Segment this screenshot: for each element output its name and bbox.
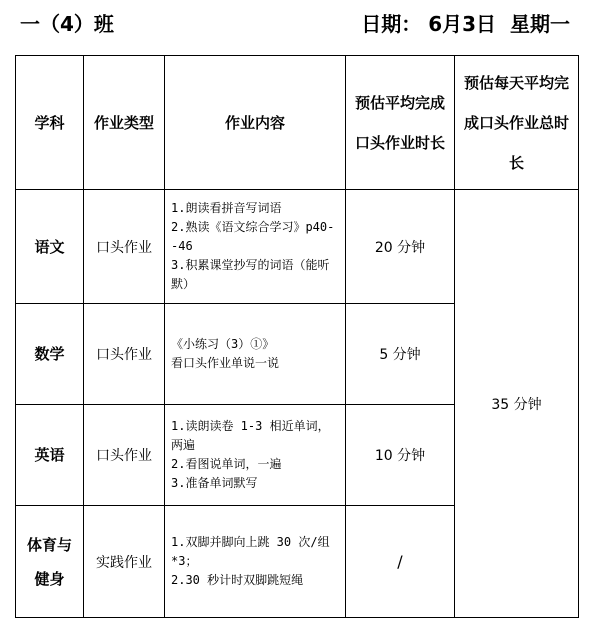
subject-cell: 体育与健身 <box>16 506 84 618</box>
homework-table <box>15 55 579 618</box>
date-line: 日期： 6月3日 星期一 <box>361 12 570 36</box>
header-row <box>16 56 579 190</box>
content-cell <box>165 190 346 304</box>
class-title: 一（4）班 <box>20 12 114 36</box>
time-cell: 20 分钟 <box>346 190 455 304</box>
header-type: 作业类型 <box>84 56 165 190</box>
content-line: 3.积累课堂抄写的词语（能听默） <box>171 258 330 291</box>
content-line: 1.朗读看拼音写词语 <box>171 201 282 215</box>
content-line: 《小练习（3）①》 <box>171 337 275 351</box>
page-header <box>20 8 575 38</box>
content-cell <box>165 304 346 405</box>
time-cell: / <box>346 506 455 618</box>
content-line: 2.看图说单词，一遍 <box>171 457 282 471</box>
content-line: 2.熟读《语文综合学习》p40--46 <box>171 220 335 253</box>
header-content: 作业内容 <box>165 56 346 190</box>
content-cell <box>165 405 346 506</box>
type-cell: 口头作业 <box>84 190 165 304</box>
content-line: 1.读朗读卷 1-3 相近单词，两遍 <box>171 419 330 452</box>
content-cell <box>165 506 346 618</box>
type-cell: 口头作业 <box>84 304 165 405</box>
total-time-cell: 35 分钟 <box>455 190 579 618</box>
time-cell: 10 分钟 <box>346 405 455 506</box>
content-line: 看口头作业单说一说 <box>171 356 280 370</box>
subject-cell: 语文 <box>16 190 84 304</box>
content-line: 3.准备单词默写 <box>171 476 258 490</box>
content-line: 1.双脚并脚向上跳 30 次/组*3； <box>171 535 330 568</box>
time-cell: 5 分钟 <box>346 304 455 405</box>
type-cell: 实践作业 <box>84 506 165 618</box>
header-subject: 学科 <box>16 56 84 190</box>
header-total-time: 预估每天平均完成口头作业总时长 <box>455 56 579 190</box>
content-line: 2.30 秒计时双脚跳短绳 <box>171 573 304 587</box>
subject-cell: 数学 <box>16 304 84 405</box>
type-cell: 口头作业 <box>84 405 165 506</box>
table-row <box>16 190 579 304</box>
header-avg-time: 预估平均完成口头作业时长 <box>346 56 455 190</box>
subject-cell: 英语 <box>16 405 84 506</box>
